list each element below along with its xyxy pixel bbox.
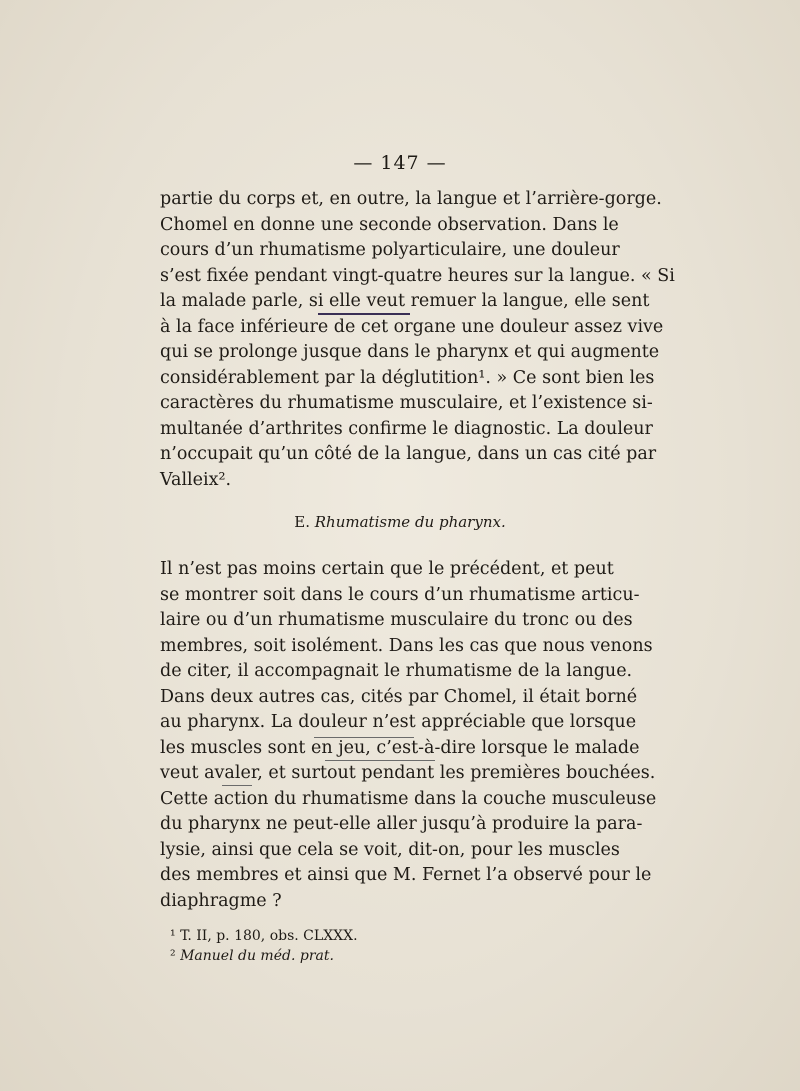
text-line: la malade parle, si elle veut remuer la langue, elle sent (160, 291, 650, 311)
section-heading-title: Rhumatisme du pharynx. (314, 513, 506, 531)
text-line: Dans deux autres cas, cités par Chomel, il était borné (160, 686, 638, 707)
text-line: considérablement par la déglutition¹. » Ce sont bien les (160, 367, 655, 388)
text-line: se montrer soit dans le cours d’un rhumatisme articu- (160, 584, 640, 605)
text-line: Cette action du rhumatisme dans la couche musculeuse (160, 788, 657, 809)
text-line: partie du corps et, en outre, la langue et l’arrière-gorge. (160, 189, 662, 209)
footnotes (170, 926, 358, 966)
text-line: de citer, il accompagnait le rhumatisme de la langue. (160, 661, 633, 681)
footnote-2-number: ² (170, 948, 176, 964)
text-line: caractères du rhumatisme musculaire, et l’existence si- (160, 393, 653, 413)
text-line: s’est fixée pendant vingt-quatre heures sur la langue. « Si (160, 265, 675, 286)
pencil-underline-mark (314, 737, 414, 738)
text-line: Il n’est pas moins certain que le précédent, et peut (160, 559, 614, 579)
text-line: lysie, ainsi que cela se voit, dit-on, pour les muscles (160, 839, 620, 860)
pencil-underline-mark (325, 760, 435, 761)
text-line: des membres et ainsi que M. Fernet l’a observé pour le (160, 865, 652, 885)
text-line: du pharynx ne peut-elle aller jusqu’à produire la para- (160, 814, 643, 834)
text-line: membres, soit isolément. Dans les cas que nous venons (160, 635, 653, 656)
text-line: qui se prolonge jusque dans le pharynx et qui augmente (160, 342, 660, 362)
pencil-underline-mark (222, 785, 252, 786)
text-line: multanée d’arthrites confirme le diagnostic. La douleur (160, 418, 653, 439)
text-line: les muscles sont en jeu, c’est-à-dire lorsque le malade (160, 737, 640, 758)
text-line: Chomel en donne une seconde observation. Dans le (160, 214, 619, 235)
paragraph-1 (160, 187, 675, 493)
section-heading (0, 513, 800, 531)
footnote-2 (170, 946, 358, 966)
ink-underline-mark (318, 313, 410, 315)
text-line: diaphragme ? (160, 890, 282, 911)
text-line: au pharynx. La douleur n’est appréciable que lorsque (160, 712, 637, 732)
text-line: cours d’un rhumatisme polyarticulaire, une douleur (160, 240, 620, 260)
paragraph-2 (160, 557, 657, 914)
footnote-1-number: ¹ (170, 928, 176, 944)
text-line: veut avaler, et surtout pendant les premières bouchées. (160, 763, 656, 783)
footnote-2-text: Manuel du méd. prat. (180, 948, 334, 964)
text-line: laire ou d’un rhumatisme musculaire du tronc ou des (160, 610, 633, 630)
text-line: Valleix². (160, 469, 232, 490)
text-line: n’occupait qu’un côté de la langue, dans un cas cité par (160, 444, 657, 464)
section-heading-prefix: E. (294, 513, 315, 531)
footnote-1-text: T. II, p. 180, obs. CLXXX. (180, 928, 358, 944)
text-line: à la face inférieure de cet organe une douleur assez vive (160, 316, 664, 337)
page-number: — 147 — (353, 152, 447, 174)
footnote-1 (170, 926, 358, 946)
